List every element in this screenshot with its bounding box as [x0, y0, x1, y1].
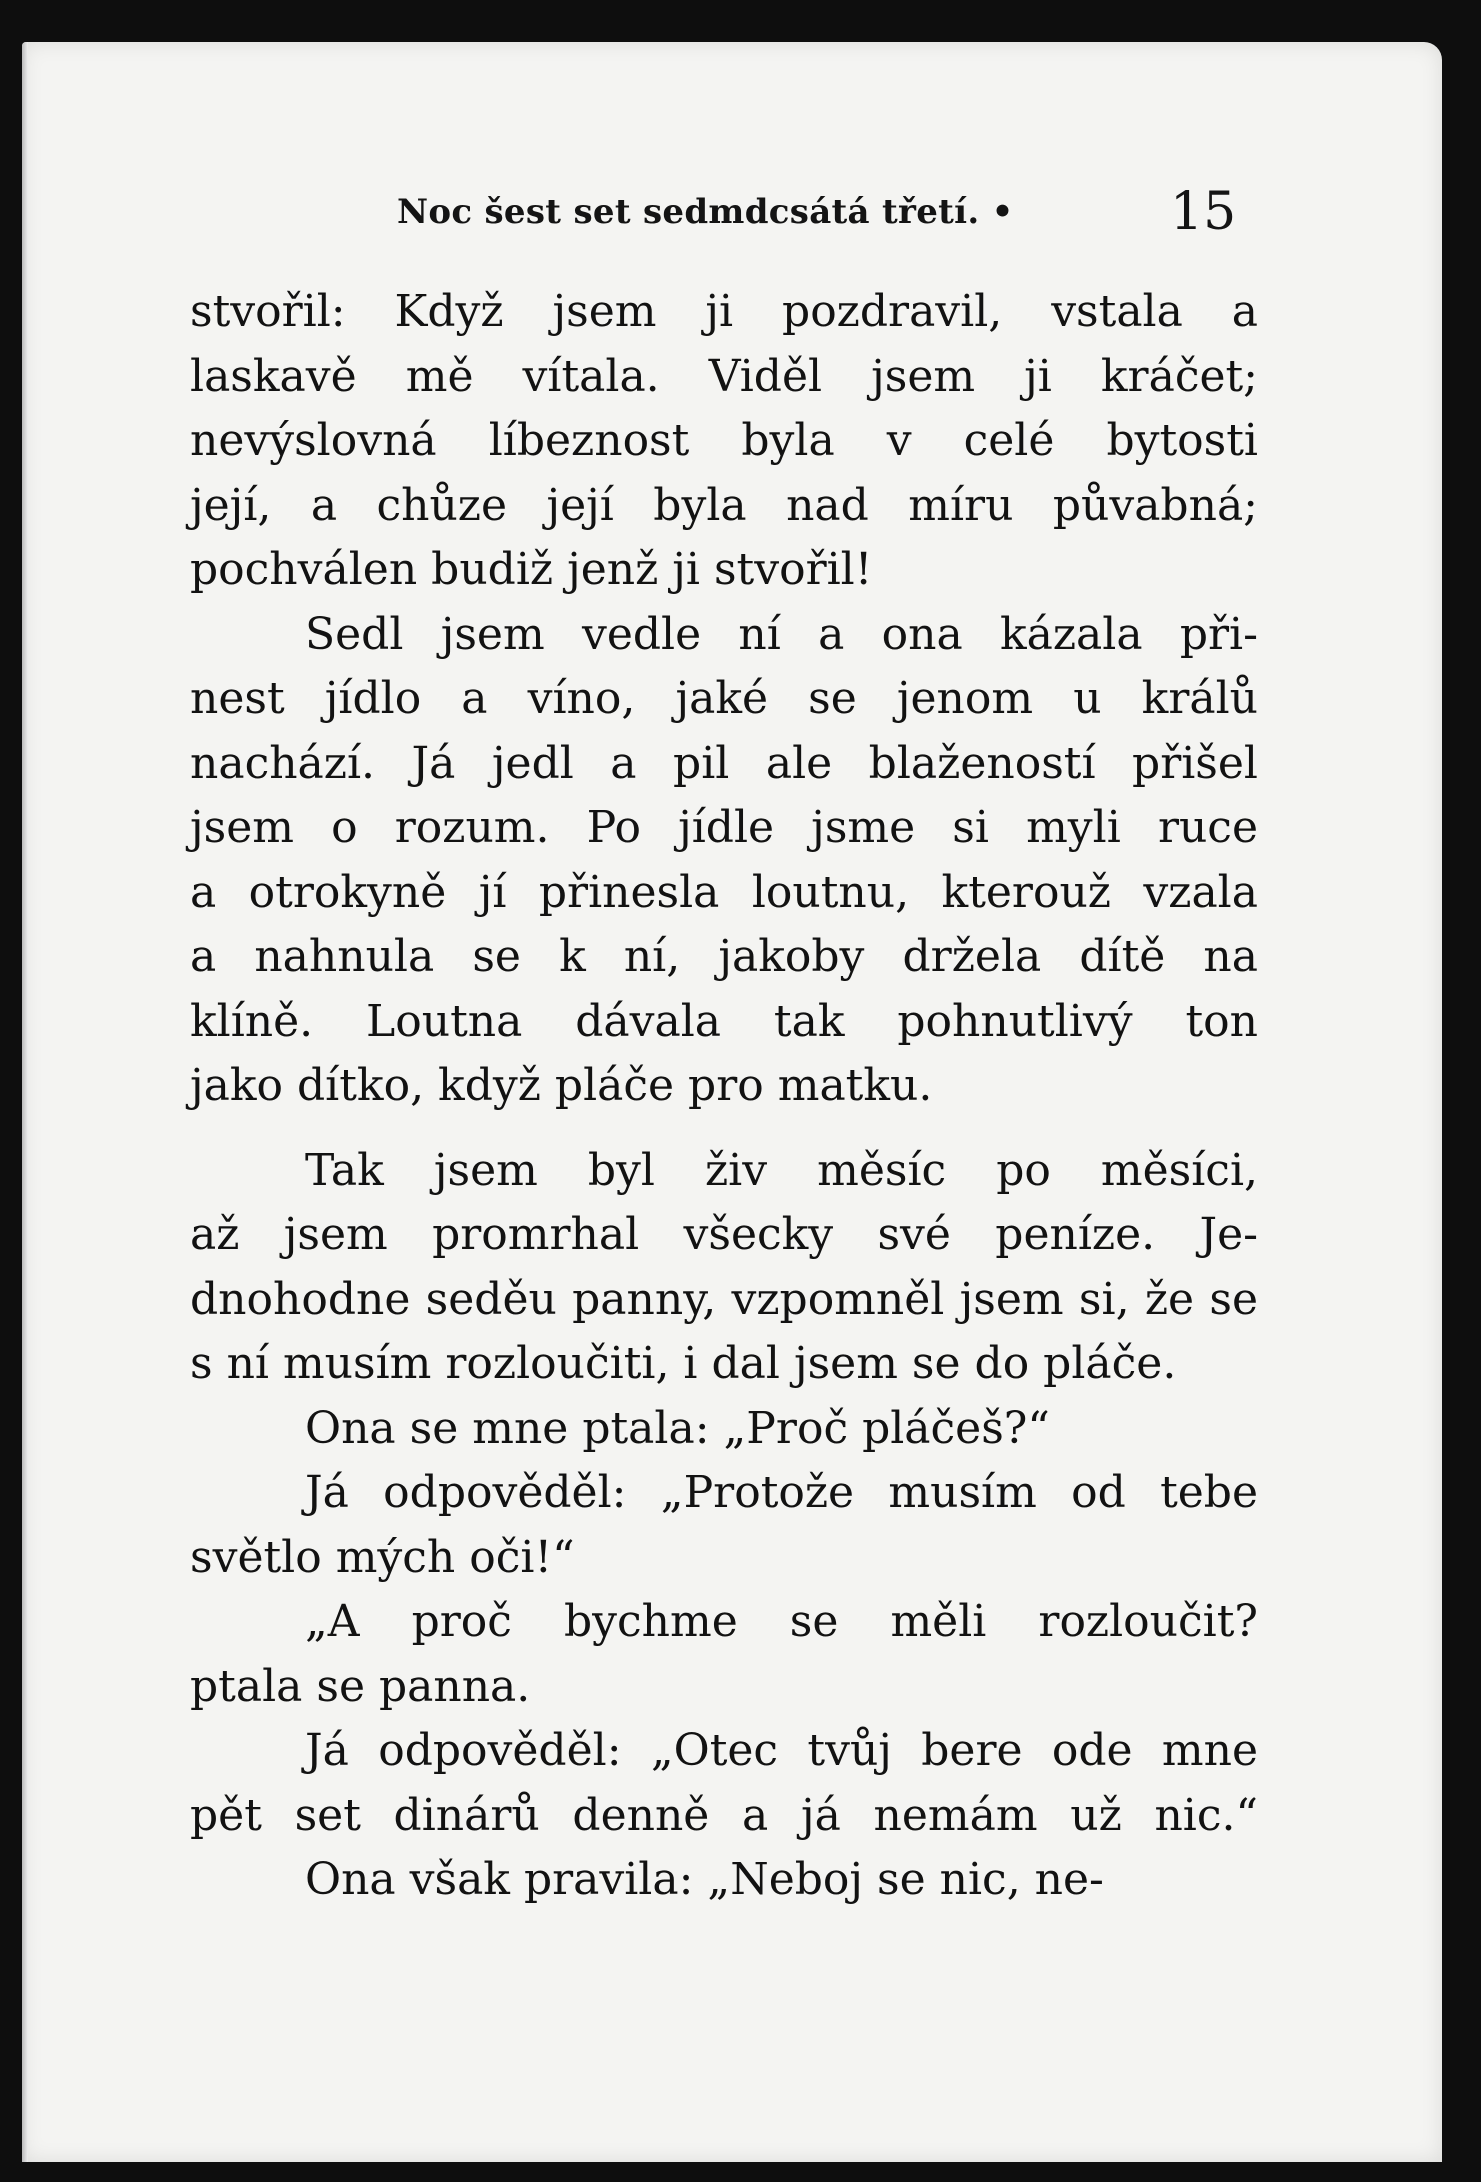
text-line: Tak jsem byl živ měsíc po měsíci, [305, 1144, 1258, 1196]
text-line: Ona však pravila: „Neboj se nic, ne- [305, 1854, 1104, 1905]
text-line: světlo mých oči!“ [190, 1531, 575, 1583]
paragraph-gap [190, 1119, 1258, 1139]
text-line: a nahnula se k ní, jakoby držela dítě na [190, 931, 1258, 982]
text-line: pochválen budiž jenž ji stvořil! [190, 544, 873, 595]
page-binding-edge [22, 42, 28, 2162]
text-line: nachází. Já jedl a pil ale blažeností přišel [190, 737, 1258, 789]
text-line: až jsem promrhal všecky své peníze. Je- [190, 1209, 1258, 1260]
text-line: „A proč bychme se měli rozloučit? [305, 1596, 1258, 1647]
text-line: jako dítko, když pláče pro matku. [190, 1060, 933, 1111]
page-number: 15 [1170, 182, 1237, 242]
text-line: nest jídlo a víno, jaké se jenom u králů [190, 673, 1258, 724]
text-line: Já odpověděl: „Otec tvůj bere ode mne [305, 1725, 1258, 1776]
text-line: Já odpověděl: „Protože musím od tebe [305, 1467, 1258, 1518]
text-line: a otrokyně jí přinesla loutnu, kterouž vzala [190, 866, 1258, 918]
text-line: klíně. Loutna dávala tak pohnutlivý ton [190, 995, 1258, 1047]
text-line: její, a chůze její byla nad míru půvabná; [190, 479, 1258, 531]
text-line: stvořil: Když jsem ji pozdravil, vstala a [190, 286, 1258, 337]
book-page [22, 42, 1442, 2162]
text-line: nevýslovná líbeznost byla v celé bytosti [190, 415, 1258, 466]
text-line: ptala se panna. [190, 1660, 531, 1712]
body-text [190, 280, 1258, 1913]
text-line: laskavě mě vítala. Viděl jsem ji kráčet; [190, 350, 1258, 402]
text-line: dnohodne seděu panny, vzpomněl jsem si, že se [190, 1273, 1258, 1325]
text-line: jsem o rozum. Po jídle jsme si myli ruce [190, 802, 1258, 853]
running-title: Noc šest set sedmdcsátá třetí. • [397, 192, 1014, 232]
page-header [22, 182, 1442, 242]
text-line: Sedl jsem vedle ní a ona kázala při- [305, 608, 1258, 660]
text-line: s ní musím rozloučiti, i dal jsem se do pláče. [190, 1338, 1177, 1389]
text-line: pět set dinárů denně a já nemám už nic.“ [190, 1789, 1258, 1841]
text-line: Ona se mne ptala: „Proč pláčeš?“ [305, 1402, 1050, 1454]
